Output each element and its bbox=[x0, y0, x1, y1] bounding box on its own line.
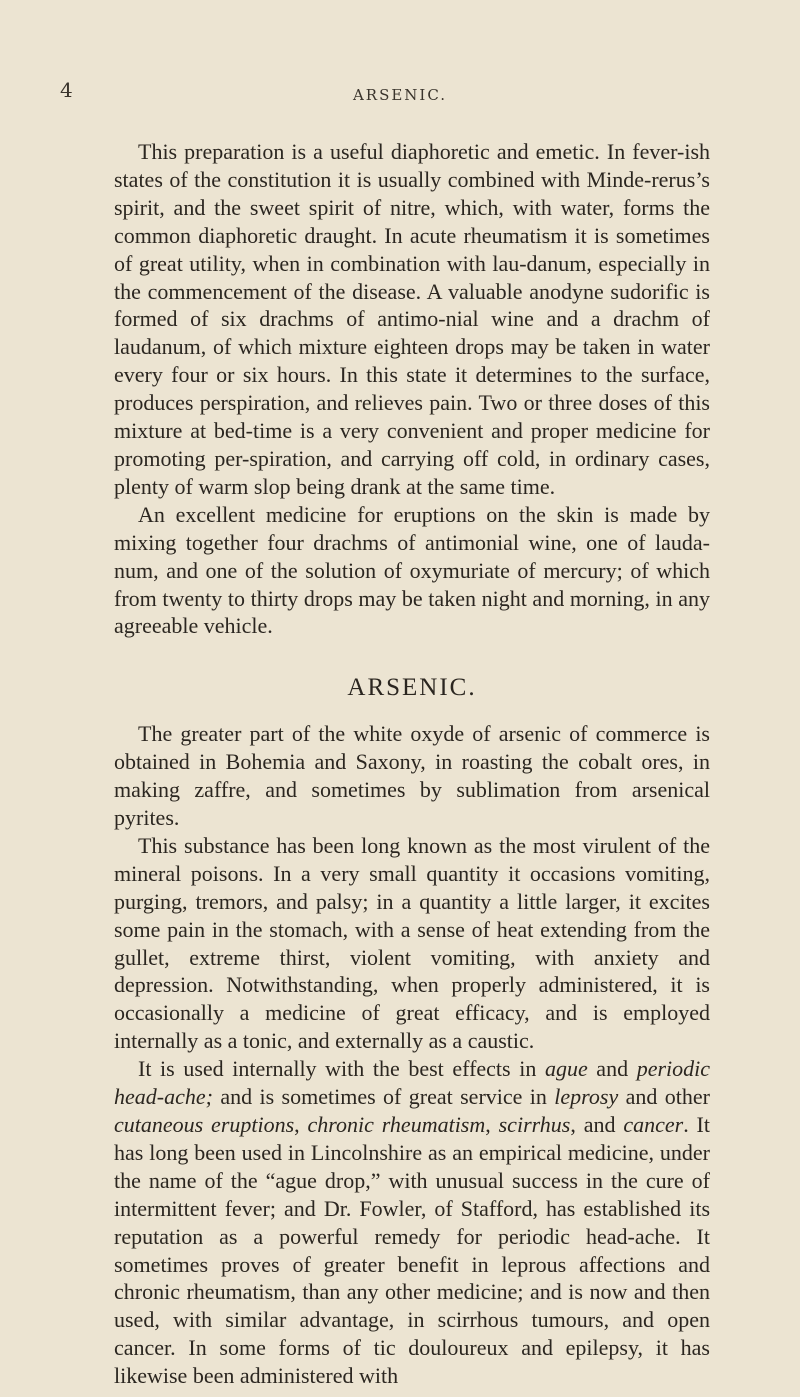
text-run: and other bbox=[618, 1084, 710, 1110]
paragraph bbox=[114, 720, 710, 832]
italic-run: cancer bbox=[623, 1112, 684, 1137]
paragraph bbox=[114, 501, 710, 641]
text-run: It is used internally with the best effects in bbox=[138, 1056, 545, 1082]
page-number: 4 bbox=[60, 78, 73, 102]
text-run: The greater part of the white oxyde of arsenic of commerce is obtained in Bohemia and Saxony, in roasting the cobalt ores, in making zaffre, and sometimes by sublimation from arsenical pyrites. bbox=[114, 721, 710, 831]
italic-run: cutaneous eruptions bbox=[114, 1112, 295, 1137]
italic-run: ague bbox=[544, 1056, 588, 1082]
text-run: . It has long been used in Lincolnshire as an empirical medicine, under the name of the “ague drop,” with unusual success in the cure of intermittent fever; and Dr. Fowler, of Stafford, has established its reputation as a powerful remedy for periodic head-ache. It sometimes proves of greater benefit in leprous affections and chronic rheumatism, than any other medicine; and is now and then used, with similar advantage, in scirrhous tumours, and open cancer. In some forms of tic douloureux and epilepsy, it has likewise been administered with bbox=[114, 1112, 710, 1389]
text-column bbox=[114, 138, 710, 1390]
paragraph bbox=[114, 1055, 710, 1390]
section-heading-arsenic: ARSENIC. bbox=[347, 674, 477, 702]
section-arsenic bbox=[114, 720, 710, 1390]
italic-run: chronic rheumatism bbox=[307, 1112, 486, 1137]
italic-run: periodic head-ache; bbox=[114, 1056, 711, 1110]
paragraph bbox=[114, 832, 710, 1055]
text-run: This substance has been long known as the most virulent of the mineral poisons. In a very small quantity it occasions vomiting, purging, tremors, and palsy; in a quantity a little larger, it excites some pain in the stomach, with a sense of heat extending from the gullet, extreme thirst, violent vomiting, with anxiety and depression. Notwithstanding, when properly administered, it is occasionally a medicine of great efficacy, and is employed internally as a tonic, and externally as a caustic. bbox=[114, 832, 710, 1054]
running-head: ARSENIC. bbox=[352, 86, 448, 104]
italic-run: leprosy bbox=[554, 1084, 619, 1110]
section-antimonial-wine bbox=[114, 138, 710, 640]
text-run: , and bbox=[570, 1112, 624, 1137]
text-run: and bbox=[587, 1056, 637, 1082]
text-run: , bbox=[485, 1112, 499, 1137]
text-run: , bbox=[294, 1112, 308, 1137]
paragraph bbox=[114, 138, 710, 501]
text-run: An excellent medicine for eruptions on the skin is made by mixing together four drachms of antimonial wine, one of lauda-num, and one of the solution of oxymuriate of mercury; of which from twenty to thirty drops may be taken night and morning, in any agreeable vehicle. bbox=[114, 501, 710, 639]
italic-run: scirrhus bbox=[498, 1112, 571, 1137]
text-run: This preparation is a useful diaphoretic and emetic. In fever-ish states of the constitution it is usually combined with Minde-rerus’s spirit, and the sweet spirit of nitre, which, with water, forms the common diaphoretic draught. In acute rheumatism it is sometimes of great utility, when in combination with lau-danum, especially in the commencement of the disease. A valuable anodyne sudorific is formed of six drachms of antimo-nial wine and a drachm of laudanum, of which mixture eighteen drops may be taken in water every four or six hours. In this state it determines to the surface, produces perspiration, and relieves pain. Two or three doses of this mixture at bed-time is a very convenient and proper medicine for promoting per-spiration, and carrying off cold, in ordinary cases, plenty of warm slop being drank at the same time. bbox=[114, 139, 710, 499]
text-run: and is sometimes of great service in bbox=[212, 1084, 555, 1110]
